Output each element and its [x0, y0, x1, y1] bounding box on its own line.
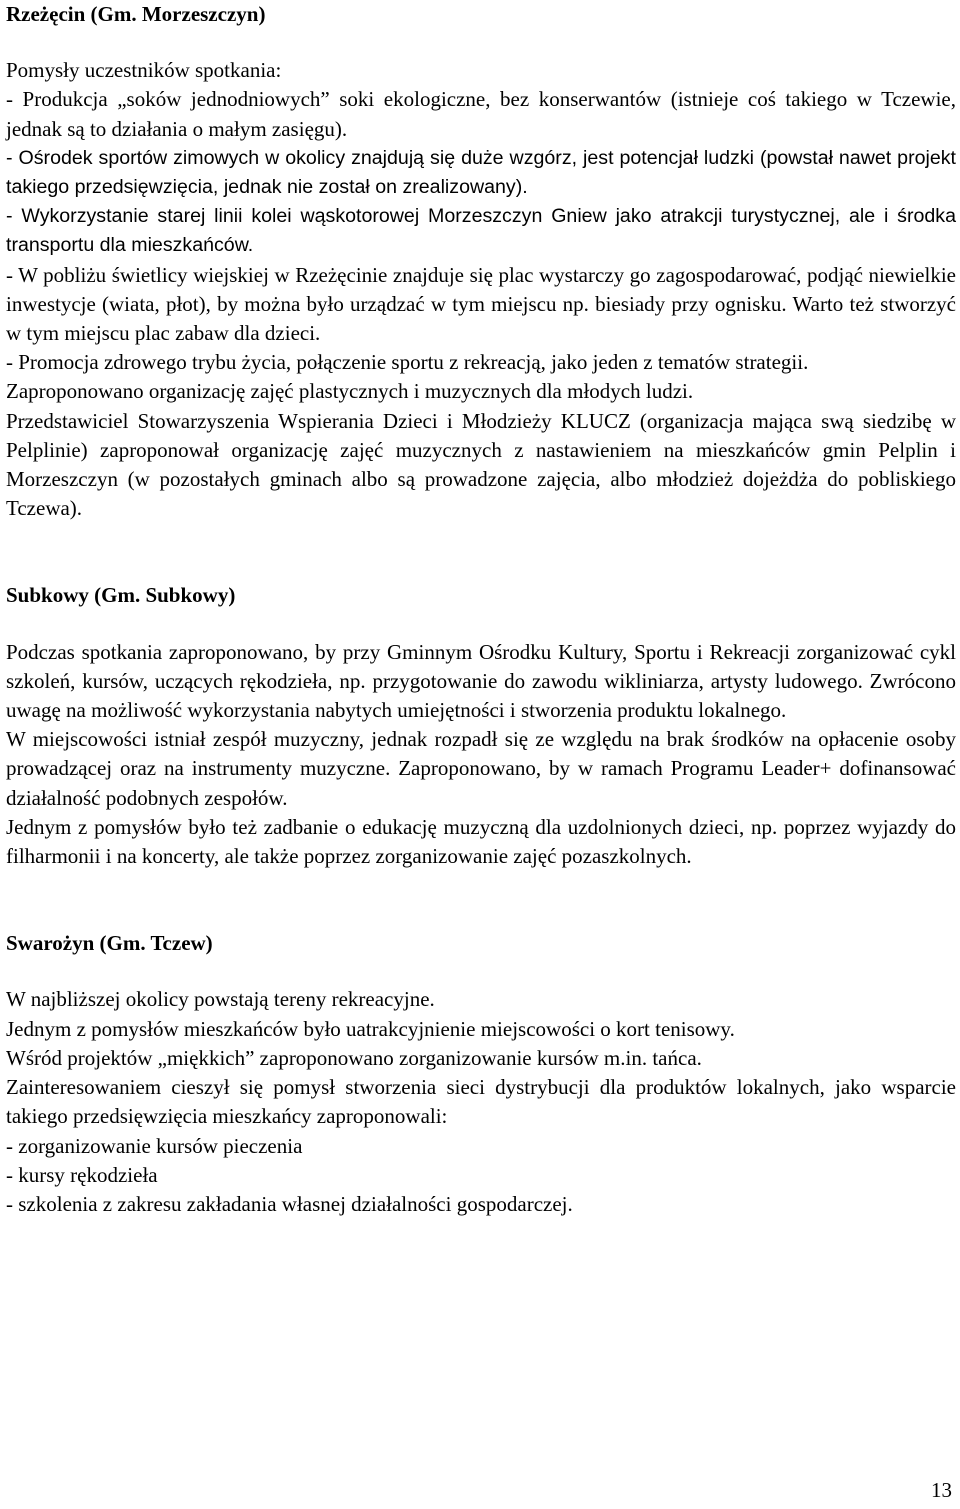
paragraph: Jednym z pomysłów było też zadbanie o edukację muzyczną dla uzdolnionych dzieci, np. poprzez wyjazdy do filharmonii i na koncerty, ale także poprzez zorganizowanie zajęć pozaszkolnych.	[6, 814, 956, 869]
section-heading-rzezecin: Rzeżęcin (Gm. Morzeszczyn)	[6, 2, 266, 26]
paragraph-intro: Pomysły uczestników spotkania:	[6, 58, 282, 83]
document-page	[6, 0, 956, 1219]
paragraph: W miejscowości istniał zespół muzyczny, jednak rozpadł się ze względu na brak środków na opłacenie osoby prowadzącej oraz na instrumenty muzyczne. Zaproponowano, by w ramach Programu Leader+ dofinansować działalność podobnych zespołów.	[6, 727, 956, 810]
spacer	[6, 611, 956, 638]
paragraph: W najbliższej okolicy powstają tereny rekreacyjne.	[6, 987, 435, 1012]
spacer	[6, 523, 956, 581]
spacer	[6, 29, 956, 56]
section-heading-subkowy: Subkowy (Gm. Subkowy)	[6, 583, 236, 608]
paragraph: Przedstawiciel Stowarzyszenia Wspierania Dzieci i Młodzieży KLUCZ (organizacja mająca swą siedzibę w Pelplinie) zaproponował organizację zajęć muzycznych z nastawieniem na mieszkańców gmin Pelplin i Morzeszczyn (w pozostałych gminach albo są prowadzone zajęcia, albo młodzież dojeżdża do pobliskiego Tczewa).	[6, 408, 956, 521]
list-item: - kursy rękodzieła	[6, 1162, 158, 1187]
paragraph: - Produkcja „soków jednodniowych” soki ekologiczne, bez konserwantów (istnieje coś takiego w Tczewie, jednak są to działania o małym zasięgu).	[6, 87, 956, 141]
list-item: - szkolenia z zakresu zakładania własnej działalności gospodarczej.	[6, 1191, 573, 1216]
paragraph: Podczas spotkania zaproponowano, by przy Gminnym Ośrodku Kultury, Sportu i Rekreacji zorganizować cykl szkoleń, kursów, uczących rękodzieła, np. przygotowanie do zawodu wikliniarza, artysty ludowego. Zwrócono uwagę na możliwość wykorzystania nabytych umiejętności i stworzenia produktu lokalnego.	[6, 639, 956, 723]
paragraph: Jednym z pomysłów mieszkańców było uatrakcyjnienie miejscowości o kort tenisowy.	[6, 1016, 735, 1041]
paragraph: - Ośrodek sportów zimowych w okolicy znajdują się duże wzgórz, jest potencjał ludzki (powstał nawet projekt takiego przedsięwzięcia, jednak nie został on zrealizowany).	[6, 146, 956, 199]
spacer	[6, 871, 956, 929]
paragraph: - Wykorzystanie starej linii kolei wąskotorowej Morzeszczyn Gniew jako atrakcji turystycznej, ale i środka transportu dla mieszkańców.	[6, 205, 956, 257]
list-item: - zorganizowanie kursów pieczenia	[6, 1133, 303, 1158]
section-heading-swarozyn: Swarożyn (Gm. Tczew)	[6, 931, 213, 956]
paragraph: Zainteresowaniem cieszył się pomysł stworzenia sieci dystrybucji dla produktów lokalnych, jako wsparcie takiego przedsięwzięcia mieszkańcy zaproponowali:	[6, 1075, 956, 1129]
paragraph: - W pobliżu świetlicy wiejskiej w Rzeżęcinie znajduje się plac wystarczy go zagospodarować, podjąć niewielkie inwestycje (wiata, płot), by można było urządzać w tym miejscu np. biesiady przy ognisku. Warto też stworzyć w tym miejscu plac zabaw dla dzieci.	[6, 262, 956, 346]
paragraph: - Promocja zdrowego trybu życia, połączenie sportu z rekreacją, jako jeden z tematów strategii.	[6, 350, 809, 375]
paragraph: Wśród projektów „miękkich” zaproponowano zorganizowanie kursów m.in. tańca.	[6, 1045, 702, 1070]
page-number: 13	[931, 1478, 952, 1502]
paragraph: Zaproponowano organizację zajęć plastycznych i muzycznych dla młodych ludzi.	[6, 379, 694, 404]
spacer	[6, 958, 956, 985]
